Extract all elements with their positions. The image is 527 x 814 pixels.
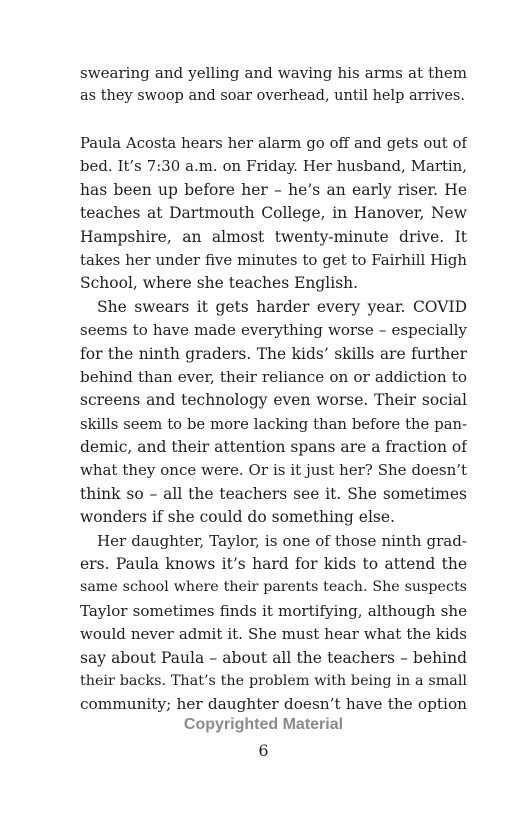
text-line: ers. Paula knows it’s hard for kids to attend the — [80, 555, 467, 574]
text-line: seems to have made everything worse – especially — [80, 321, 467, 340]
body-text — [80, 132, 467, 717]
text-line: Paula Acosta hears her alarm go off and gets out of — [80, 135, 467, 152]
text-line: teaches at Dartmouth College, in Hanover, New — [80, 204, 467, 223]
text-line: Hampshire, an almost twenty-minute drive. It — [80, 227, 467, 246]
paragraph-continuation — [80, 62, 467, 109]
text-line: wonders if she could do something else. — [80, 508, 395, 527]
text-line: think so – all the teachers see it. She sometimes — [80, 484, 467, 503]
text-line: swearing and yelling and waving his arms at them — [80, 64, 467, 82]
paragraph — [80, 530, 467, 717]
text-line: as they swoop and soar overhead, until help arrives. — [80, 88, 465, 105]
text-line: same school where their parents teach. She suspects — [80, 579, 467, 596]
page-number: 6 — [258, 741, 269, 760]
text-line: for the ninth graders. The kids’ skills are further — [80, 344, 467, 363]
text-line: screens and technology even worse. Their social — [80, 391, 467, 410]
paragraph — [80, 132, 467, 296]
text-line: what they once were. Or is it just her? She doesn’t — [80, 461, 467, 480]
copyright-watermark: Copyrighted Material — [183, 716, 344, 733]
text-line: behind than ever, their reliance on or addiction to — [80, 367, 467, 386]
text-line: Taylor sometimes finds it mortifying, although she — [80, 601, 467, 620]
text-line: demic, and their attention spans are a fraction of — [80, 438, 467, 457]
text-line: say about Paula – about all the teachers – behind — [80, 648, 467, 667]
text-line: takes her under five minutes to get to Fairhill High — [80, 250, 467, 269]
text-line: community; her daughter doesn’t have the option — [80, 695, 467, 714]
text-line: bed. It’s 7:30 a.m. on Friday. Her husband, Martin, — [80, 157, 467, 176]
text-line: their backs. That’s the problem with being in a small — [80, 672, 467, 689]
text-line: School, where she teaches English. — [80, 274, 359, 293]
text-line: has been up before her – he’s an early riser. He — [80, 180, 467, 199]
text-line: Her daughter, Taylor, is one of those ninth grad- — [97, 531, 467, 550]
text-line: She swears it gets harder every year. COVID — [97, 297, 467, 316]
text-line: skills seem to be more lacking than before the pan- — [80, 415, 467, 433]
paragraph — [80, 296, 467, 530]
text-line: would never admit it. She must hear what the kids — [80, 625, 467, 644]
